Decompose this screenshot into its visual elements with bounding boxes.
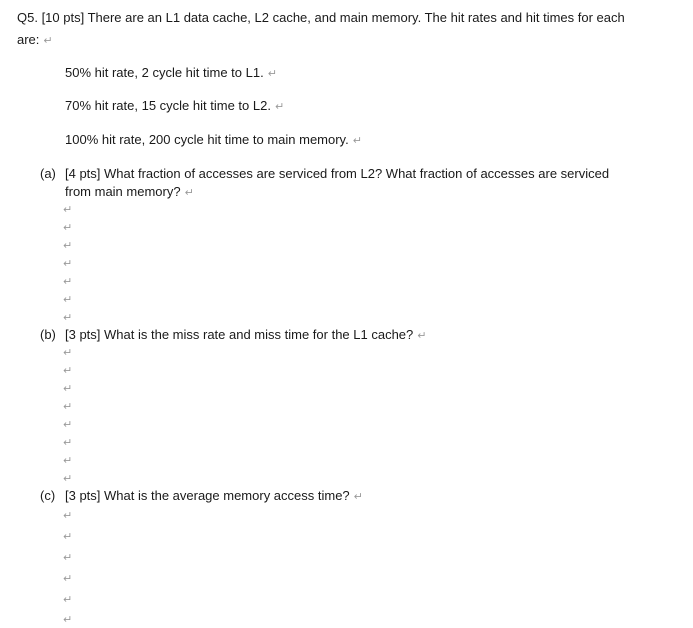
part-a-question-line-1 [65,165,609,183]
empty-paragraph-mark-icon: ↵ [63,400,73,413]
empty-paragraph-mark-icon: ↵ [63,572,73,585]
empty-paragraph-mark-icon: ↵ [63,203,73,216]
empty-paragraph-mark-icon: ↵ [63,613,73,626]
empty-paragraph-mark-icon: ↵ [63,509,73,522]
part-c-label-text: (c) [40,488,56,503]
question-intro-text: Q5. [10 pts] There are an L1 data cache, L2 cache, and main memory. The hit rates and hit times for each [17,10,625,25]
rate-item-l1 [65,64,277,83]
empty-paragraph-mark-icon: ↵ [63,275,73,288]
empty-paragraph-mark-icon: ↵ [63,593,73,606]
rate-text-l1: 50% hit rate, 2 cycle hit time to L1. [65,65,264,80]
rate-item-memory [65,131,362,150]
empty-paragraph-mark-icon: ↵ [63,436,73,449]
empty-paragraph-mark-icon: ↵ [63,454,73,467]
paragraph-mark-icon: ↵ [417,329,427,342]
empty-paragraph-mark-icon: ↵ [63,221,73,234]
part-b-question-text: [3 pts] What is the miss rate and miss time for the L1 cache? [65,327,414,342]
question-intro-text-cont: are: [17,32,40,47]
empty-paragraph-mark-icon: ↵ [63,472,73,485]
paragraph-mark-icon: ↵ [267,67,277,80]
rate-item-l2 [65,97,284,116]
part-a-question-line-2 [65,183,194,202]
paragraph-mark-icon: ↵ [274,100,285,113]
empty-paragraph-mark-icon: ↵ [63,257,73,270]
part-c-label [40,487,55,505]
paragraph-mark-icon: ↵ [184,186,194,199]
part-b-label [40,326,56,344]
paragraph-mark-icon: ↵ [43,34,53,47]
part-b-label-text: (b) [40,327,56,342]
empty-paragraph-mark-icon: ↵ [63,551,73,564]
part-c-question-line-1 [65,487,363,506]
paragraph-mark-icon: ↵ [352,134,362,147]
rate-text-memory: 100% hit rate, 200 cycle hit time to main memory. [65,132,349,147]
empty-paragraph-mark-icon: ↵ [63,364,73,377]
empty-paragraph-mark-icon: ↵ [63,293,73,306]
question-intro-line-2 [17,31,53,50]
part-a-label [40,165,56,183]
question-intro-line-1 [17,9,625,27]
paragraph-mark-icon: ↵ [353,490,363,503]
part-a-question-text: [4 pts] What fraction of accesses are serviced from L2? What fraction of accesses are serviced [65,166,610,181]
empty-paragraph-mark-icon: ↵ [63,382,73,395]
empty-paragraph-mark-icon: ↵ [63,418,73,431]
part-b-question-line-1 [65,326,426,345]
part-c-question-text: [3 pts] What is the average memory access time? [65,488,350,503]
empty-paragraph-mark-icon: ↵ [63,530,73,543]
part-a-label-text: (a) [40,166,56,181]
empty-paragraph-mark-icon: ↵ [63,239,73,252]
empty-paragraph-mark-icon: ↵ [63,311,73,324]
empty-paragraph-mark-icon: ↵ [63,346,73,359]
rate-text-l2: 70% hit rate, 15 cycle hit time to L2. [65,98,271,113]
part-a-question-text-cont: from main memory? [65,184,181,199]
